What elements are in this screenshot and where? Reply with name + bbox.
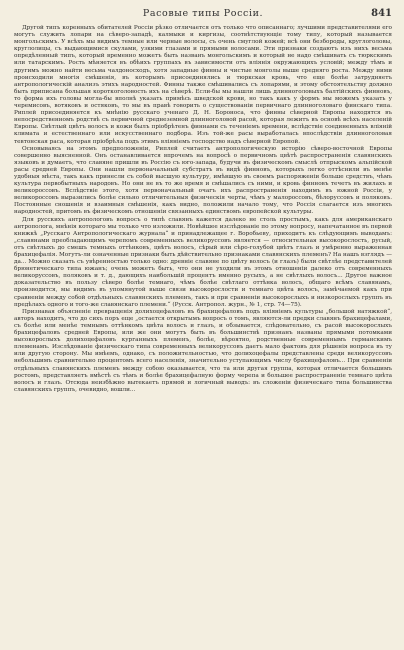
paragraph: Для русскихъ антропологовъ вопросъ о типѣ славянъ кажется далеко не столь простымъ, какъ для американскаго антрополога, мнѣнія котораго мы только что изложили. Новѣйшее изслѣдованіе по этому вопросу, напечатанное въ первой книжкѣ „Русскаго Антропологическаго журнала“ и принадлежащее г. Воробьеву, приходитъ къ слѣдующимъ выводамъ: „славянами преобладающимъ черепомъ современныхъ великоруссовъ является — относительная высокорослость, русый, отъ свѣтлыхъ до смешъ темныхъ оттѣнковъ, цвѣтъ волосъ, сѣрый или сѣро-голубой цвѣтъ глазъ и умѣренно выраженная брахицефалія. Могутъ-ли означенные признаки быть дѣйствительно признаками славянскихъ племенъ? На нашъ взглядъ — да... Можно сказать съ увѣренностью только одно: древніе славяне по цвѣту волосъ (и глазъ) были свѣтлѣе представителей брюнетическаго типа южанъ; очень можетъ быть, что они не уходили въ этомъ отношеніи далеко отъ современныхъ великоруссовъ, поляковъ и т. д., дающихъ наибольшій процентъ именно русыхъ, а не свѣтлыхъ волосъ... Другое важное доказательство въ пользу сѣверо болѣе темнаго, чѣмъ болѣе свѣтлаго оттѣнка волосъ, общаго всѣмъ славянамъ, производится, мы видимъ въ упомянутой выше связи высокорослости и темнаго цвѣта волосъ, замѣчаемой какъ при сравненіи между собой отдѣльныхъ славянскихъ племенъ, такъ и при сравненіи высокорослыхъ и низкорослыхъ группъ въ предѣлахъ одного и того-же славянскаго племени.“ (Русск. Антропол. журн., № 1, стр. 74—75). xyxy=(14,216,392,308)
page-header xyxy=(14,8,392,22)
running-title: Расовые типы Россіи. xyxy=(142,8,264,19)
paragraph: Другой типъ коренныхъ обитателей Россіи рѣзко отличается отъ только что описаннаго; лучшими представителями его могутъ служить лопари на сѣверо-западѣ, калмыки и киргизы, соотвѣтствующіе тому типу, который называется монгольскимъ. У всѣхъ мы видимъ темные или черные волосы, съ очень смуглой кожей; всѣ они безбороды, круглоголовы, круглолицы, съ выдающимися скулами, узкими глазами и прямыми волосами. Эти признаки создаютъ изъ нихъ весьма опредѣленный типъ, который временно можетъ быть названъ монгольскимъ и который не надо смѣшивать съ тюркскимъ или татарскимъ. Рость мѣняется въ обѣихъ группахъ въ зависимости отъ вліянія окружающихъ условій; между тѣмъ и другимъ можно найти весьма чалдоносходъ, хотя западные финны и чистые монголы выше средняго роста. Между ними происходили многія смѣшенія, въ которымъ присоединялись и тюркская кровь, что еще болѣе затрудняетъ антропологическій анализъ этихъ народностей. Финны также смѣшивались съ лопарями, и этому обстоятельству должно быть приписана большая короткоголовость ихъ на сѣверѣ. Если-бы мы нашли лишь длинноголовыхъ балтійскихъ финновъ, то форма ихъ головы могла-бы вполнѣ указать примѣсь шведской крови, но такъ какъ у формъ мы можемъ указать у черемисовъ, вотяковъ и остяковъ, то мы въ правѣ говорить о существованіи первичнаго длинноголоваго финскаго типа. Риплей присоединяется къ мнѣнію русскаго ученаго Д. Н. Бороноса, что финны сѣверной Европы находятся въ непосредственномъ родствѣ съ первичной среднеземной длинноголовой расой, которая лежитъ въ основѣ всѣхъ населеній Европы. Свѣтлый цвѣтъ волосъ и кожи былъ пріобрѣтенъ финнами съ теченіемъ времени, вслѣдствіе соединенныхъ вліяній климата и естественнаго или искусственнаго подбора. Изъ той-же расы выработалась впослѣдствіи длинноголовая тевтонская раса, которая пріобрѣла подъ этимъ влiянiемъ господство надъ сѣверной Европой. xyxy=(14,25,392,145)
paragraph: Основываясь на этомъ предположеніи, Риплей считаетъ антропологическую исторію сѣверо-восточной Европы совершенно выясненной. Онъ останавливается впрочемъ на вопросѣ о первичномъ цвѣтѣ распространенія славянскихъ языковъ и думаетъ, что славяне пришли въ Россію съ юго-запада, будучи въ физическомъ смыслѣ отпрыскомъ альпійской расы средней Европы. Они нашли первоначальный субстратъ въ видѣ финновъ, которыхъ легко оттѣснили въ менѣе удобныя мѣста, такъ какъ принесли съ собой высшую культуру, имѣвшую въ своемъ распоряженіи больше средствъ, чѣмъ культура первобытныхъ народовъ. Но они не въ то же время и смѣшались съ ними, и кровь финновъ течетъ въ жилахъ и великороссовъ. Вслѣдствіе этого, хотя первоначальный очагъ ихъ распространенія находимъ въ южной Россіи, у великороссовъ выразились болѣе сильно отличительныя физическія черты, чѣмъ у малороссовъ, бѣлоруссовъ и поляковъ. Постоянные сношенія и взаимныя смѣшенія, какъ видно, положили начало тому, что Россія слагается изъ многихъ народностей, притомъ въ физическомъ отношеніи связанныхъ единствомъ европейской культуры. xyxy=(14,145,392,216)
body-text xyxy=(14,25,392,394)
page-number: 841 xyxy=(371,8,392,19)
paragraph: Признавая объясненіе превращенія долихоцефаловъ въ брахицефаловъ подъ вліяніемъ культуры „большой натяжкой“, авторъ находитъ, что до сихъ поръ еще „остается открытымъ вопросъ о томъ, являются-ли предки славянъ брахицефалами, съ болѣе или менѣе темнымъ оттѣнкомъ цвѣта волосъ и глазъ, и обзывается, слѣдовательно, съ расой высокорослыхъ брахицефаловъ средней Европы, или же они могутъ быть въ большинствѣ признанъ названы прямыми потомками высокорослыхъ долихоцефаловъ курганныхъ племенъ, болѣе, вѣроятно, родственные современнымъ германскимъ племенамъ. Изслѣдованіе физическаго типа современныхъ великоруссовъ даетъ мало фактовъ для рѣшенія вопроса въ ту или другую сторону. Мы имѣемъ, однако, съ положительностью, что долихоцефалы представлены среди великоруссовъ небольшимъ сравнительно процентомъ всего населенія, значительно уступающимъ числу брахицефаловъ... При сравненіи отдѣльныхъ славянскихъ племенъ между собою оказывается, что та или другая группа, которая отличается большимъ ростомъ, представляетъ вмѣстѣ съ тѣмъ и болѣе брахицефалную форму черепа и большее распространеніе темнаго цвѣта волосъ и глазъ. Отсюда неизбѣжно вытекаетъ прямой и логичный выводъ: въ сложеніи физическаго типа большинства славянскихъ группъ, очевидно, вошли... xyxy=(14,308,392,393)
